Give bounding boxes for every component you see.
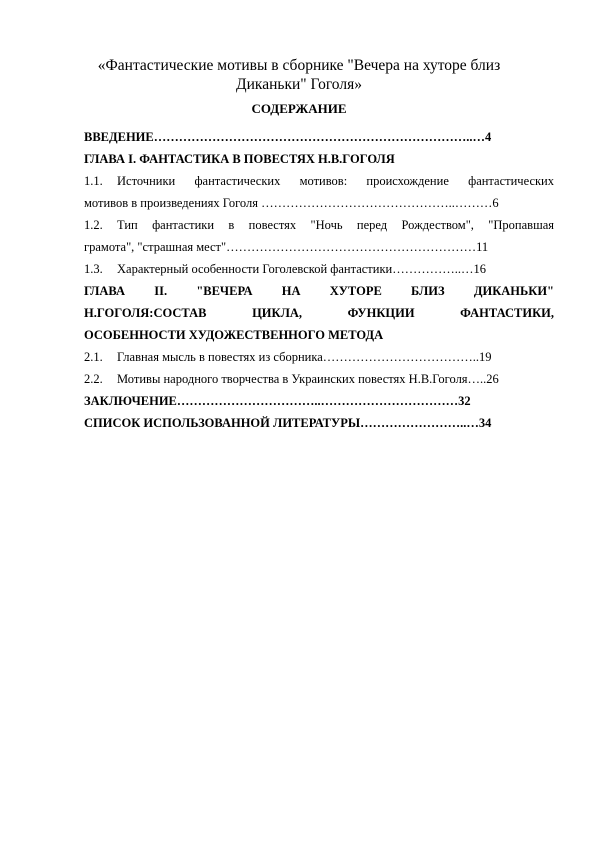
toc-entry-2-2-number: 2.2. <box>84 372 103 386</box>
document-title <box>84 56 514 94</box>
contents-heading: СОДЕРЖАНИЕ <box>251 101 347 116</box>
toc-entry-1-1-number: 1.1. <box>84 174 103 188</box>
toc-entry-1-2-line-2: грамота", "страшная мест"……………………………………………………11 <box>84 240 489 254</box>
toc-entry-2-1-text: Главная мысль в повестях из сборника………………………………..19 <box>117 350 492 364</box>
toc-entry-chapter-1: ГЛАВА I. ФАНТАСТИКА В ПОВЕСТЯХ Н.В.ГОГОЛЯ <box>84 152 395 166</box>
toc-entry-1-1-text: Источники фантастических мотивов: происхождение фантастических <box>117 174 554 188</box>
toc-entry-conclusion: ЗАКЛЮЧЕНИЕ……………………………..……………………………32 <box>84 394 471 408</box>
toc-entry-chapter-2-line-1: ГЛАВА II. "ВЕЧЕРА НА ХУТОРЕ БЛИЗ ДИКАНЬКИ" <box>84 284 554 298</box>
toc-entry-1-1-line-2: мотивов в произведениях Гоголя ………………………………………..………6 <box>84 196 499 210</box>
toc-entry-1-3-text: Характерный особенности Гоголевской фантастики……………..…16 <box>117 262 486 276</box>
toc-entry-2-2-text: Мотивы народного творчества в Украинских повестях Н.В.Гоголя…..26 <box>117 372 499 386</box>
table-of-contents <box>84 126 554 434</box>
title-line-1: «Фантастические мотивы в сборнике "Вечера на хуторе близ <box>97 57 501 74</box>
toc-entry-introduction: ВВЕДЕНИЕ…………………………………………………………………..…4 <box>84 130 492 144</box>
toc-entry-1-3 <box>84 258 554 280</box>
toc-entry-2-1-number: 2.1. <box>84 350 103 364</box>
toc-entry-chapter-2-line-3: ОСОБЕННОСТИ ХУДОЖЕСТВЕННОГО МЕТОДА <box>84 328 384 342</box>
title-line-2: Диканьки" Гоголя» <box>236 76 362 93</box>
toc-entry-2-1 <box>84 346 554 368</box>
toc-entry-1-2-line-1 <box>84 214 554 236</box>
toc-entry-2-2 <box>84 368 554 390</box>
toc-entry-1-2-text: Тип фантастики в повестях "Ночь перед Рождеством", "Пропавшая <box>117 218 554 232</box>
toc-entry-references: СПИСОК ИСПОЛЬЗОВАННОЙ ЛИТЕРАТУРЫ……………………..…34 <box>84 416 492 430</box>
toc-entry-1-2-number: 1.2. <box>84 218 103 232</box>
toc-entry-chapter-2-line-2: Н.ГОГОЛЯ:СОСТАВ ЦИКЛА, ФУНКЦИИ ФАНТАСТИКИ, <box>84 306 554 320</box>
toc-entry-1-1-line-1 <box>84 170 554 192</box>
toc-entry-1-3-number: 1.3. <box>84 262 103 276</box>
